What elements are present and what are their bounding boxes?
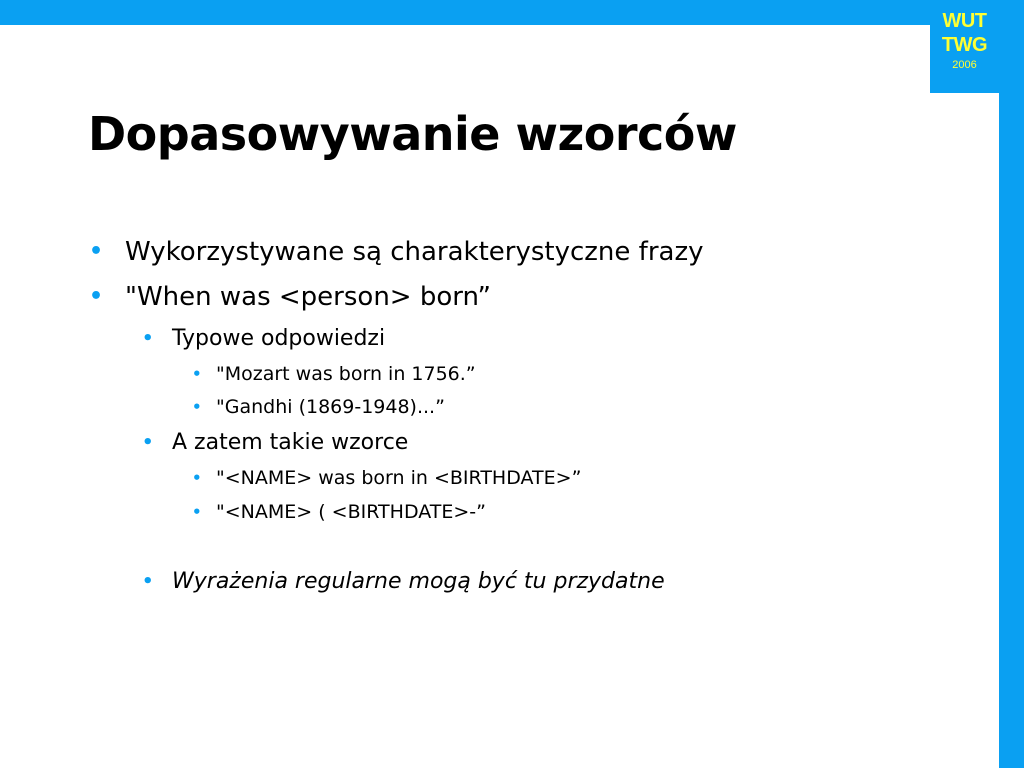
bullet-dot-icon: •: [89, 284, 104, 309]
top-frame-bar: [0, 0, 1024, 25]
bullet-item-1: [89, 236, 704, 268]
slide-title: Dopasowywanie wzorców: [88, 107, 737, 161]
sub-sub-bullet-item-1: [192, 362, 476, 386]
sub-sub-bullet-item-3: [192, 466, 582, 490]
bullet-dot-icon: •: [89, 239, 104, 264]
bullet-dot-icon: •: [192, 398, 202, 416]
bullet-dot-icon: •: [142, 328, 154, 349]
bullet-text: A zatem takie wzorce: [172, 430, 409, 455]
bullet-dot-icon: •: [142, 571, 154, 592]
bullet-text: "When was <person> born”: [125, 282, 492, 312]
logo-line-2: TWG: [941, 34, 988, 56]
sub-bullet-item-2: [142, 429, 409, 457]
bullet-dot-icon: •: [142, 432, 154, 453]
sub-bullet-item-1: [142, 325, 386, 353]
bullet-text: "<NAME> was born in <BIRTHDATE>”: [216, 467, 582, 489]
bullet-text: "Gandhi (1869-1948)...”: [216, 396, 445, 418]
sub-sub-bullet-item-2: [192, 395, 445, 419]
logo-year: 2006: [952, 59, 977, 71]
bullet-dot-icon: •: [192, 503, 202, 521]
bullet-text: Typowe odpowiedzi: [172, 326, 386, 351]
bullet-dot-icon: •: [192, 365, 202, 383]
bullet-text: Wyrażenia regularne mogą być tu przydatne: [172, 569, 665, 594]
sub-bullet-item-3: [142, 568, 665, 596]
bullet-text: Wykorzystywane są charakterystyczne frazy: [125, 237, 704, 267]
sub-sub-bullet-item-4: [192, 500, 486, 524]
wut-twg-logo: [930, 0, 999, 93]
bullet-dot-icon: •: [192, 469, 202, 487]
right-frame-bar: [999, 0, 1024, 768]
logo-line-1: WUT: [942, 10, 987, 32]
bullet-text: "Mozart was born in 1756.”: [216, 363, 476, 385]
bullet-item-2: [89, 281, 492, 313]
bullet-text: "<NAME> ( <BIRTHDATE>-”: [216, 501, 486, 523]
